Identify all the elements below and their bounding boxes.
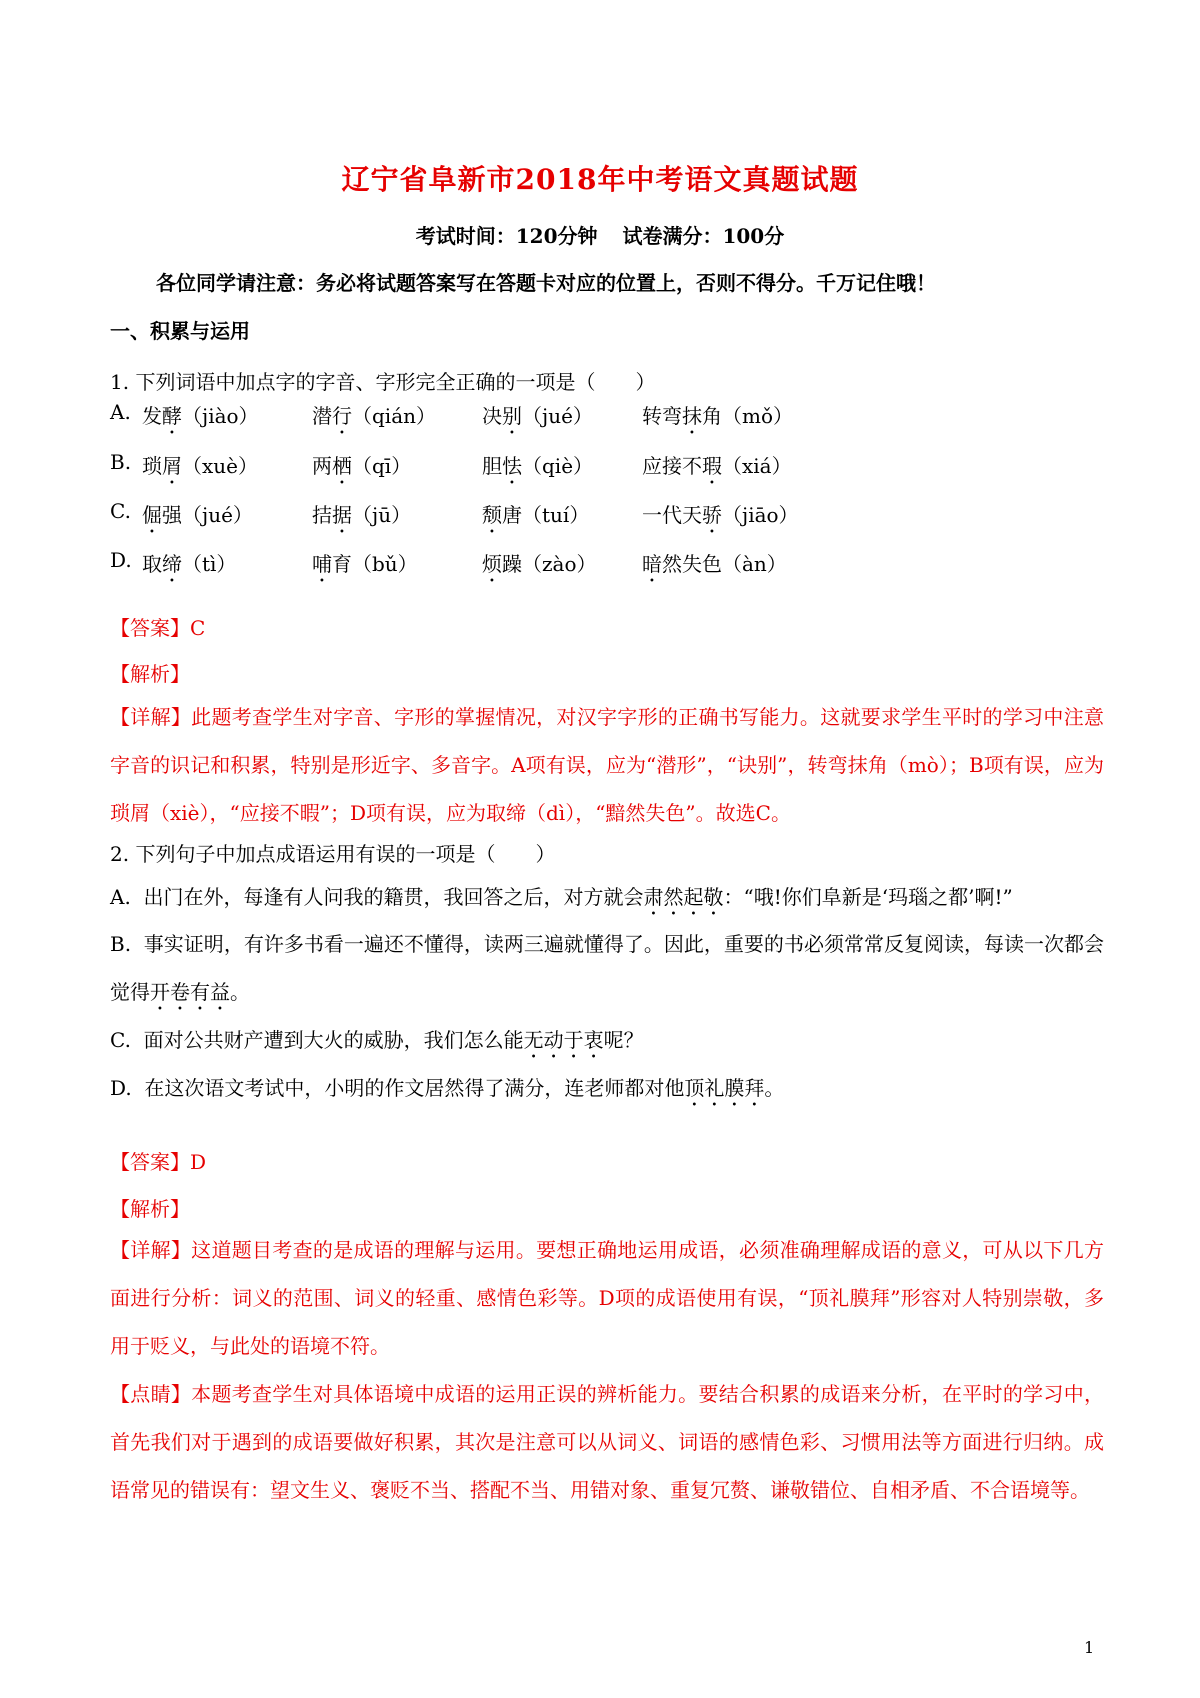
option-label: C. [110, 1028, 131, 1052]
dotted-char: 怯 [502, 454, 522, 478]
word-part: 两 [312, 454, 332, 478]
option-word [642, 548, 787, 587]
page-number: 1 [1084, 1638, 1095, 1657]
option-text: 面对公共财产遭到大火的威胁，我们怎么能 [143, 1028, 524, 1052]
word-part: （qī） [352, 454, 412, 478]
detail-text: 此题考查学生对字音、字形的掌握情况，对汉字字形的正确书写能力。这就要求学生平时的学习中注意字音的识记和积累，特别是形近字、多音字。A项有误，应为“潜形”，“诀别”，转弯抹角（mò）；B项有误，应为琐屑（xiè），“应接不暇”；D项有误，应为取缔（dì），“黯然失色”。故选C。 [110, 705, 1105, 825]
option-word [642, 499, 799, 538]
option-text-end: 。 [764, 1076, 785, 1100]
tip-label: 【点睛】 [110, 1382, 192, 1406]
dotted-char: 哺 [312, 552, 332, 576]
dotted-char: 别 [502, 404, 522, 428]
q2-stem: 2. 下列句子中加点成语运用有误的一项是（ ） [110, 842, 556, 866]
dotted-idiom: 无动于衷 [523, 1028, 604, 1052]
option-label: A. [110, 885, 131, 909]
word-part: （jué） [522, 404, 593, 428]
word-part: （qián） [352, 404, 437, 428]
option-word [482, 400, 593, 439]
word-part: （jiāo） [722, 503, 799, 527]
q2-option-b [110, 920, 1104, 1016]
detail-label: 【详解】 [110, 1238, 192, 1262]
option-label: B. [110, 450, 132, 474]
q2-answer [110, 1146, 206, 1175]
detail-text: 这道题目考查的是成语的理解与运用。要想正确地运用成语，必须准确理解成语的意义，可从以下几方面进行分析：词义的范围、词义的轻重、感情色彩等。D项的成语使用有误，“顶礼膜拜”形容对人特别崇敬，多用于贬义，与此处的语境不符。 [110, 1238, 1105, 1358]
dotted-char: 倔 [142, 503, 162, 527]
dotted-char: 骄 [702, 503, 722, 527]
word-part: （jū） [352, 503, 412, 527]
q2-detail [110, 1226, 1104, 1370]
option-word [312, 400, 436, 439]
word-part: 一代天 [642, 503, 702, 527]
word-part: 然失色（àn） [662, 552, 787, 576]
dotted-char: 屑 [162, 454, 182, 478]
detail-label: 【详解】 [110, 705, 192, 729]
answer-value: C [190, 616, 206, 640]
word-part: 潜 [312, 404, 332, 428]
word-part: （qiè） [522, 454, 594, 478]
word-part: 应接不 [642, 454, 702, 478]
q2-tip [110, 1370, 1104, 1514]
dotted-char: 酵 [162, 404, 182, 428]
option-word [482, 548, 597, 587]
option-word [642, 400, 793, 439]
q1-stem: 1. 下列词语中加点字的字音、字形完全正确的一项是（ ） [110, 370, 656, 394]
q1-answer [110, 612, 205, 641]
dotted-char: 瑕 [702, 454, 722, 478]
option-word [312, 499, 411, 538]
option-word [142, 450, 258, 489]
answer-label: 【答案】 [110, 616, 190, 640]
word-part: 胆 [482, 454, 502, 478]
word-part: （xiá） [722, 454, 792, 478]
answer-label: 【答案】 [110, 1150, 190, 1174]
word-part: 唐（tuí） [502, 503, 590, 527]
word-part: 转弯 [642, 404, 682, 428]
option-word [142, 548, 236, 587]
option-text: 在这次语文考试中，小明的作文居然得了满分，连老师都对他 [144, 1076, 685, 1100]
option-text: 事实证明，有许多书看一遍还不懂得，读两三遍就懂得了。因此，重要的书必须常常反复阅读，每读一次都会觉得 [110, 932, 1105, 1004]
tip-text: 本题考查学生对具体语境中成语的运用正误的辨析能力。要结合积累的成语来分析，在平时的学习中，首先我们对于遇到的成语要做好积累，其次是注意可以从词义、词语的感情色彩、习惯用法等方面进行归纳。成语常见的错误有：望文生义、褒贬不当、搭配不当、用错对象、重复冗赘、谦敬错位、自相矛盾、不合语境等。 [110, 1382, 1105, 1502]
document-title: 辽宁省阜新市2018年中考语文真题试题 [341, 163, 859, 196]
dotted-char: 行 [332, 404, 352, 428]
option-text: 出门在外，每逢有人问我的籍贯，我回答之后，对方就会 [143, 885, 644, 909]
word-part: （xuè） [182, 454, 258, 478]
section-title: 一、积累与运用 [110, 319, 250, 343]
q2-option-c [110, 1016, 1104, 1064]
notice-text: 各位同学请注意：务必将试题答案写在答题卡对应的位置上，否则不得分。千万记住哦！ [156, 271, 936, 295]
word-part: 琐 [142, 454, 162, 478]
dotted-char: 烦 [482, 552, 502, 576]
option-label: D. [110, 1076, 132, 1100]
word-part: 躁（zào） [502, 552, 597, 576]
word-part: 决 [482, 404, 502, 428]
dotted-char: 颓 [482, 503, 502, 527]
option-label: B. [110, 932, 132, 956]
option-word [312, 450, 411, 489]
dotted-char: 据 [332, 503, 352, 527]
q2-option-a [110, 873, 1104, 921]
exam-info: 考试时间：120分钟 试卷满分：100分 [415, 224, 785, 248]
option-label: A. [110, 400, 131, 424]
word-part: 拮 [312, 503, 332, 527]
answer-value: D [190, 1150, 207, 1174]
option-word [142, 400, 259, 439]
dotted-idiom: 开卷有益 [150, 980, 230, 1004]
dotted-idiom: 顶礼膜拜 [684, 1076, 765, 1100]
word-part: 角（mǒ） [702, 404, 794, 428]
option-word [482, 499, 589, 538]
dotted-idiom: 肃然起敬 [643, 885, 724, 909]
dotted-char: 缔 [162, 552, 182, 576]
option-word [642, 450, 792, 489]
word-part: 强（jué） [162, 503, 253, 527]
q1-analysis-label: 【解析】 [110, 662, 190, 686]
dotted-char: 暗 [642, 552, 662, 576]
option-word [312, 548, 418, 587]
option-text-end: 呢？ [603, 1028, 644, 1052]
option-text-end: 。 [230, 980, 250, 1004]
q1-detail [110, 693, 1104, 837]
option-label: C. [110, 499, 131, 523]
option-word [482, 450, 593, 489]
q2-analysis-label: 【解析】 [110, 1197, 190, 1221]
option-label: D. [110, 548, 132, 572]
option-text-end: ：“哦!你们阜新是‘玛瑙之都’啊!” [723, 885, 1013, 909]
word-part: （tì） [182, 552, 237, 576]
word-part: 取 [142, 552, 162, 576]
word-part: 发 [142, 404, 162, 428]
q2-option-d [110, 1064, 1104, 1112]
dotted-char: 抹 [682, 404, 702, 428]
dotted-char: 栖 [332, 454, 352, 478]
word-part: （jiào） [182, 404, 259, 428]
word-part: 育（bǔ） [332, 552, 418, 576]
option-word [142, 499, 253, 538]
